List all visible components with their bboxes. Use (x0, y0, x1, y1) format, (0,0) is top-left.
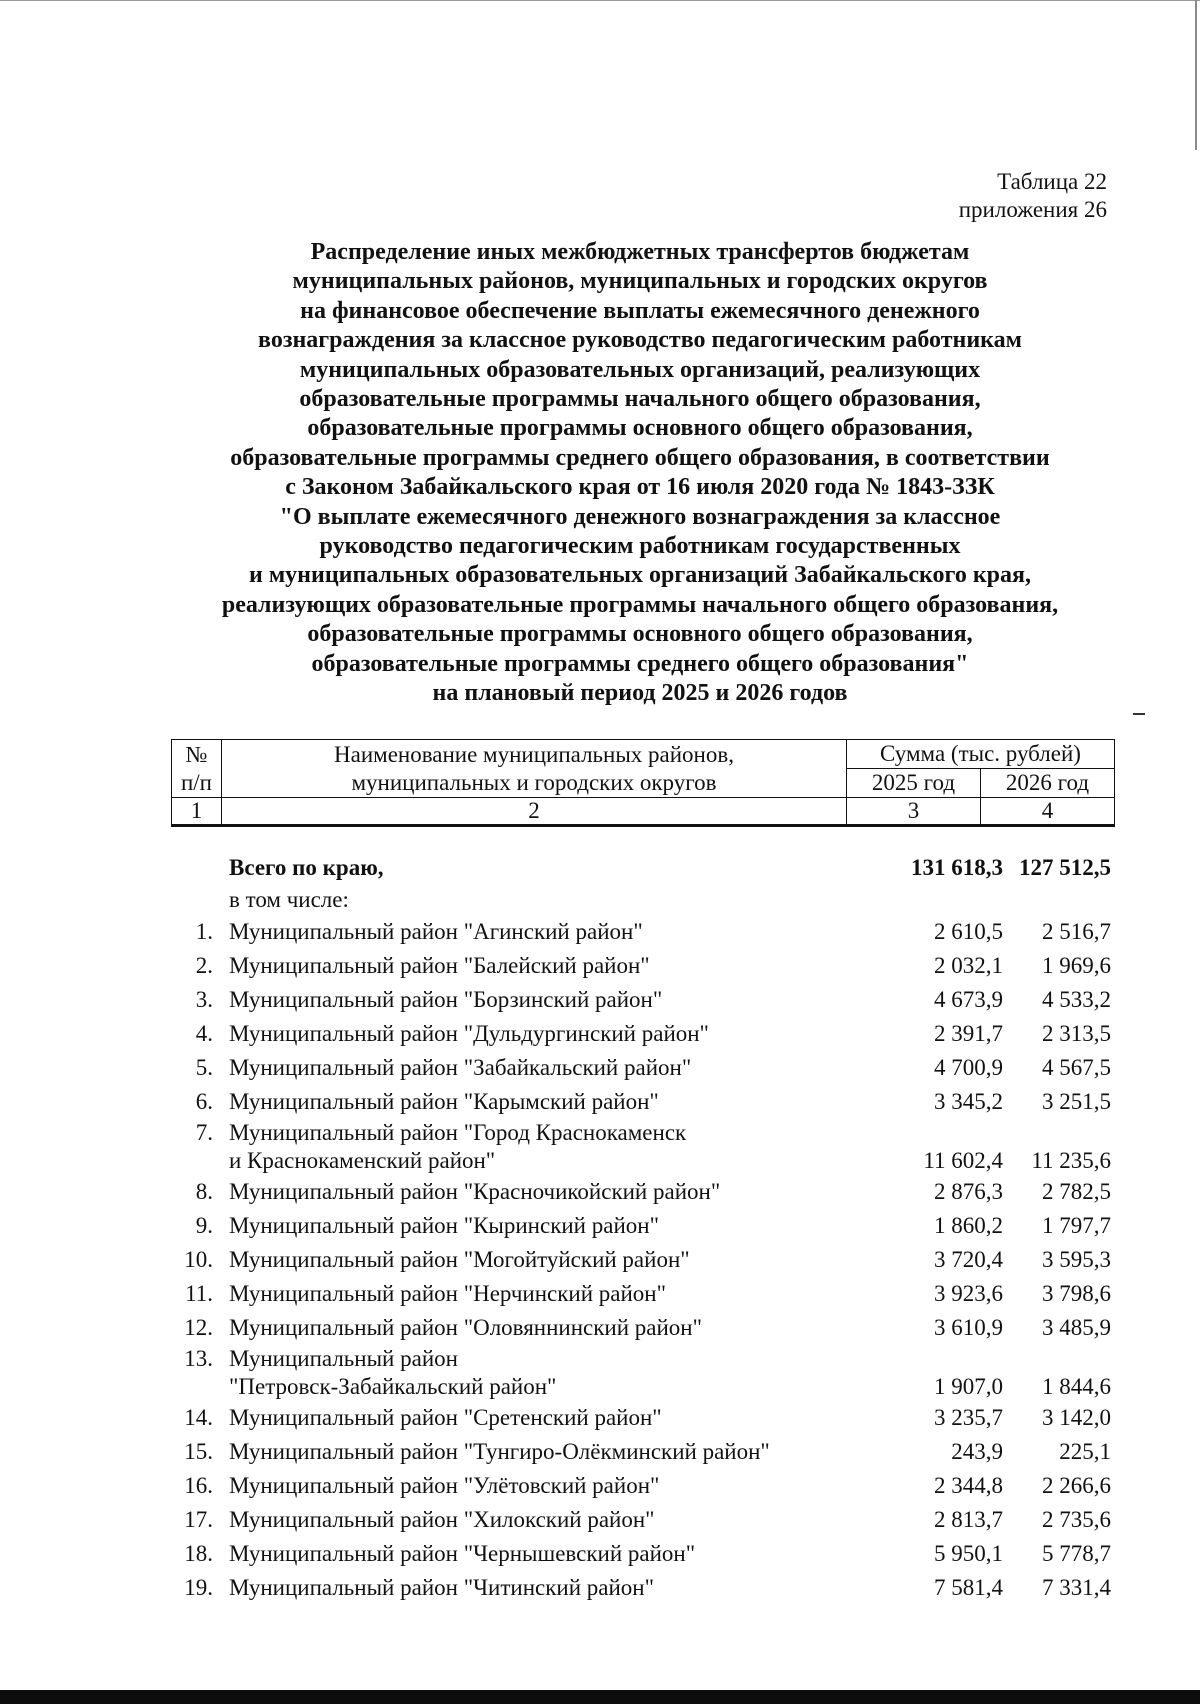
district-name-line-1: Муниципальный район "Хилокский район" (229, 1507, 655, 1532)
amount-2026: 2 313,5 (1042, 1021, 1111, 1046)
amount-2025: 2 610,5 (934, 919, 1003, 944)
amount-2026: 4 533,2 (1042, 987, 1111, 1012)
title-line: Распределение иных межбюджетных трансфертов бюджетам (310, 239, 970, 265)
amount-2025: 4 673,9 (934, 987, 1003, 1012)
district-name (229, 1469, 849, 1503)
district-name-line-1: Муниципальный район "Карымский район" (229, 1089, 659, 1114)
district-name-line-1: Муниципальный район "Борзинский район" (229, 987, 663, 1012)
amount-2026: 2 516,7 (1042, 919, 1111, 944)
amount-2026: 2 266,6 (1042, 1473, 1111, 1498)
title-line: муниципальных образовательных организаций, реализующих (299, 356, 981, 383)
column-index-3: 3 (847, 798, 981, 826)
amount-2025: 3 345,2 (934, 1089, 1003, 1114)
district-name-line-1: Муниципальный район "Сретенский район" (229, 1405, 662, 1430)
amount-2026: 3 251,5 (1042, 1089, 1111, 1114)
district-name-line-1: Муниципальный район "Оловяннинский район" (229, 1315, 703, 1340)
amount-2025: 1 907,0 (934, 1374, 1003, 1399)
table-row (171, 1085, 1114, 1119)
title-line: реализующих образовательные программы начального общего образования, (221, 591, 1059, 618)
district-name (229, 1175, 849, 1209)
amount-2026: 1 797,7 (1042, 1213, 1111, 1238)
amount-2025: 3 720,4 (934, 1247, 1003, 1272)
amount-2025: 11 602,4 (923, 1148, 1003, 1173)
subtotal-caption: в том числе: (229, 887, 349, 912)
title-line: и муниципальных образовательных организаций Забайкальского края, (249, 562, 1031, 589)
table-row (171, 1119, 1114, 1175)
amount-2026: 11 235,6 (1031, 1148, 1111, 1173)
document-title (160, 238, 1120, 709)
district-name (229, 1571, 849, 1605)
column-header-2026: 2026 год (981, 769, 1115, 798)
table-row (171, 1469, 1114, 1503)
row-number: 13. (184, 1346, 213, 1371)
district-name (229, 1119, 849, 1175)
scan-border-right (1195, 0, 1197, 150)
title-line: на финансовое обеспечение выплаты ежемесячного денежного (300, 297, 980, 324)
district-name-line-1: Муниципальный район "Дульдургинский район" (229, 1021, 709, 1046)
subtotal-caption-row (171, 885, 1114, 915)
title-line: образовательные программы начального общего образования, (299, 386, 981, 413)
district-name-line-1: Муниципальный район "Город Краснокаменск (229, 1120, 687, 1145)
row-number: 12. (184, 1315, 213, 1340)
table-row (171, 1277, 1114, 1311)
table-row (171, 1571, 1114, 1605)
table-row (171, 1537, 1114, 1571)
item-number-label: п/п (180, 769, 212, 795)
column-header-sum: Сумма (тыс. рублей) (847, 740, 1115, 769)
appendix-reference (707, 168, 1107, 224)
row-number: 6. (195, 1089, 213, 1114)
district-name (229, 949, 849, 983)
district-name-line-1: Муниципальный район "Красночикойский район" (229, 1179, 721, 1204)
amount-2026: 225,1 (1059, 1439, 1111, 1464)
total-2026: 127 512,5 (1019, 855, 1111, 880)
appendix-number: приложения 26 (958, 197, 1107, 222)
amount-2025: 3 923,6 (934, 1281, 1003, 1306)
amount-2025: 2 876,3 (934, 1179, 1003, 1204)
row-number: 9. (195, 1213, 213, 1238)
district-name-line-1: Муниципальный район "Агинский район" (229, 919, 643, 944)
district-name-line-1: Муниципальный район "Балейский район" (229, 953, 650, 978)
table-row (171, 1401, 1114, 1435)
scan-border-top (0, 0, 1200, 1)
table-body (171, 851, 1114, 1605)
row-number: 14. (184, 1405, 213, 1430)
table-row (171, 1017, 1114, 1051)
total-label: Всего по краю, (229, 855, 384, 880)
title-line: на плановый период 2025 и 2026 годов (432, 680, 848, 707)
row-number: 5. (195, 1055, 213, 1080)
table-row (171, 1175, 1114, 1209)
table-row (171, 949, 1114, 983)
row-number: 10. (184, 1247, 213, 1272)
row-number: 4. (195, 1021, 213, 1046)
amount-2026: 4 567,5 (1042, 1055, 1111, 1080)
table-header (171, 739, 1115, 827)
title-line: муниципальных районов, муниципальных и городских округов (292, 268, 988, 295)
district-name-line-1: Муниципальный район "Чернышевский район" (229, 1541, 696, 1566)
district-name (229, 983, 849, 1017)
row-number: 17. (184, 1507, 213, 1532)
district-name (229, 1537, 849, 1571)
district-name (229, 1051, 849, 1085)
amount-2026: 5 778,7 (1042, 1541, 1111, 1566)
table-row (171, 1243, 1114, 1277)
amount-2025: 243,9 (951, 1439, 1003, 1464)
district-name-line-1: Муниципальный район "Забайкальский район" (229, 1055, 692, 1080)
amount-2026: 1 844,6 (1042, 1374, 1111, 1399)
amount-2025: 2 813,7 (934, 1507, 1003, 1532)
amount-2026: 3 595,3 (1042, 1247, 1111, 1272)
table-row (171, 915, 1114, 949)
amount-2025: 3 235,7 (934, 1405, 1003, 1430)
table-row (171, 1435, 1114, 1469)
district-name-line-1: Муниципальный район "Могойтуйский район" (229, 1247, 690, 1272)
amount-2025: 2 391,7 (934, 1021, 1003, 1046)
column-header-name (222, 740, 847, 798)
amount-2025: 4 700,9 (934, 1055, 1003, 1080)
amount-2025: 3 610,9 (934, 1315, 1003, 1340)
district-name (229, 1503, 849, 1537)
row-number: 18. (184, 1541, 213, 1566)
district-name (229, 915, 849, 949)
amount-2026: 3 798,6 (1042, 1281, 1111, 1306)
title-line: вознаграждения за классное руководство педагогическим работникам (258, 327, 1022, 354)
column-header-number (172, 740, 222, 798)
total-2025: 131 618,3 (911, 855, 1003, 880)
amount-2025: 1 860,2 (934, 1213, 1003, 1238)
amount-2025: 7 581,4 (934, 1575, 1003, 1600)
district-name-line-1: Муниципальный район "Нерчинский район" (229, 1281, 666, 1306)
column-index-2: 2 (222, 798, 847, 826)
table-row (171, 1051, 1114, 1085)
district-name (229, 1435, 849, 1469)
district-name (229, 1085, 849, 1119)
amount-2026: 2 782,5 (1042, 1179, 1111, 1204)
district-name-line-1: Муниципальный район "Улётовский район" (229, 1473, 660, 1498)
title-line: образовательные программы основного общего образования, (307, 415, 973, 442)
total-row (171, 851, 1114, 885)
district-name-line-2: и Краснокаменский район" (229, 1148, 496, 1173)
district-name (229, 1243, 849, 1277)
district-name (229, 1209, 849, 1243)
amount-2025: 2 344,8 (934, 1473, 1003, 1498)
name-header-line-2: муниципальных и городских округов (351, 769, 717, 795)
district-name (229, 1401, 849, 1435)
row-number: 8. (195, 1179, 213, 1204)
amount-2025: 2 032,1 (934, 953, 1003, 978)
row-number: 19. (184, 1575, 213, 1600)
title-line: образовательные программы среднего общего образования, в соответствии (230, 444, 1050, 471)
title-line: руководство педагогическим работникам государственных (319, 533, 961, 560)
table-row (171, 1503, 1114, 1537)
table-row (171, 983, 1114, 1017)
table-row (171, 1311, 1114, 1345)
row-number: 3. (195, 987, 213, 1012)
district-name (229, 1277, 849, 1311)
row-number: 7. (195, 1120, 213, 1145)
title-line: образовательные программы среднего общего образования" (311, 650, 969, 677)
table-row (171, 1345, 1114, 1401)
table-row (171, 1209, 1114, 1243)
district-name (229, 1017, 849, 1051)
column-index-4: 4 (981, 798, 1115, 826)
row-number: 1. (195, 919, 213, 944)
district-name (229, 1311, 849, 1345)
table-number: Таблица 22 (997, 169, 1107, 194)
column-index-1: 1 (172, 798, 222, 826)
name-header-line-1: Наименование муниципальных районов, (334, 741, 734, 767)
district-name-line-1: Муниципальный район (229, 1346, 458, 1371)
amount-2026: 3 485,9 (1042, 1315, 1111, 1340)
title-line: "О выплате ежемесячного денежного вознаграждения за классное (279, 503, 1001, 530)
district-name-line-1: Муниципальный район "Кыринский район" (229, 1213, 659, 1238)
amount-2026: 7 331,4 (1042, 1575, 1111, 1600)
row-number: 16. (184, 1473, 213, 1498)
row-number: 2. (195, 953, 213, 978)
amount-2026: 2 735,6 (1042, 1507, 1111, 1532)
district-name (229, 1345, 849, 1401)
amount-2026: 1 969,6 (1042, 953, 1111, 978)
title-line: с Законом Забайкальского края от 16 июля 2020 года № 1843-ЗЗК (285, 474, 995, 501)
title-line: образовательные программы основного общего образования, (307, 621, 973, 648)
amount-2026: 3 142,0 (1042, 1405, 1111, 1430)
amount-2025: 5 950,1 (934, 1541, 1003, 1566)
scan-border-bottom (0, 1690, 1200, 1704)
district-name-line-2: "Петровск-Забайкальский район" (229, 1374, 557, 1399)
row-number: 15. (184, 1439, 213, 1464)
column-header-2025: 2025 год (847, 769, 981, 798)
district-name-line-1: Муниципальный район "Тунгиро-Олёкминский район" (229, 1439, 770, 1464)
number-sign-label: № (185, 741, 208, 767)
row-number: 11. (185, 1281, 213, 1306)
district-name-line-1: Муниципальный район "Читинский район" (229, 1575, 654, 1600)
margin-mark (1133, 713, 1145, 715)
